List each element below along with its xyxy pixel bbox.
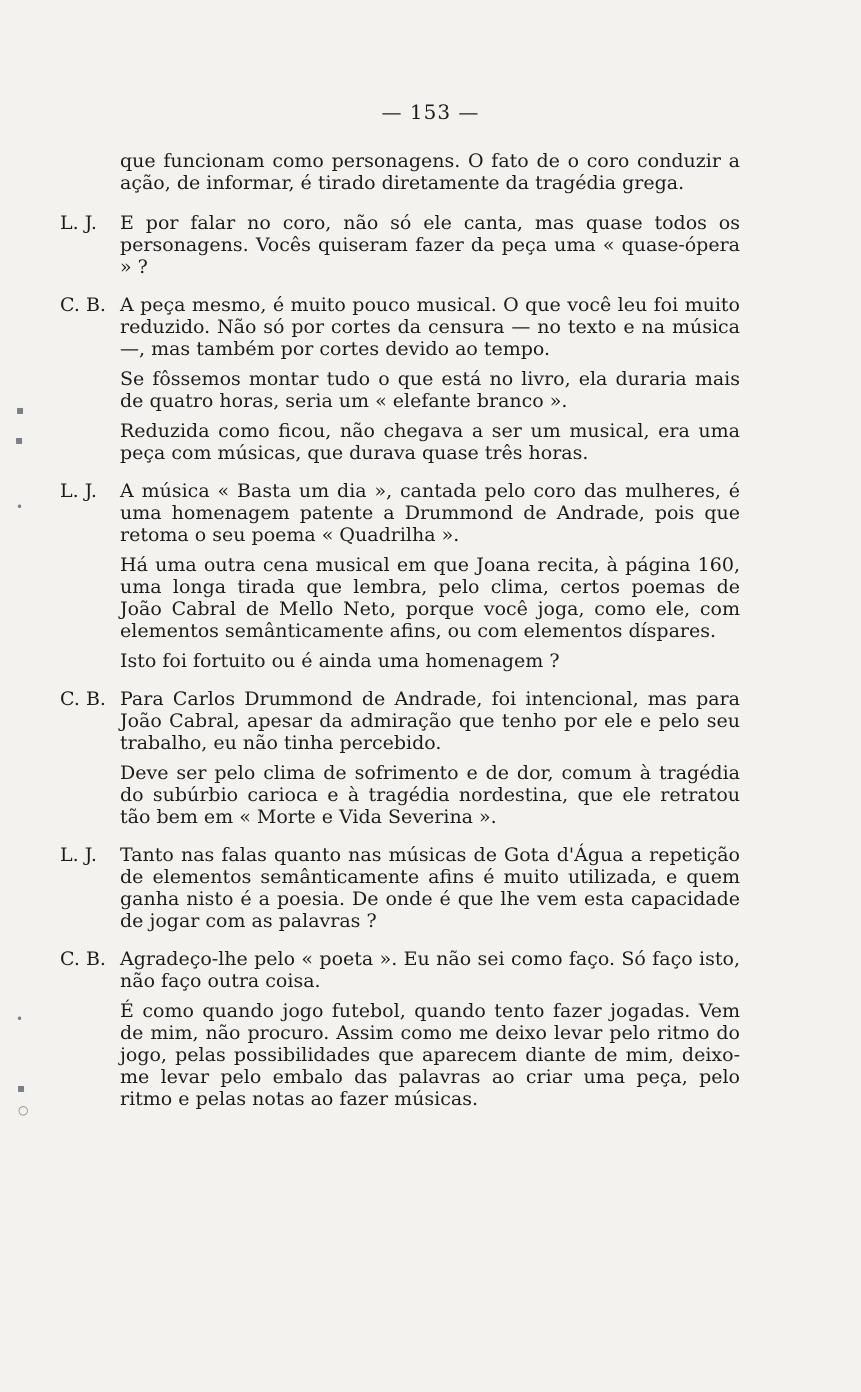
dialogue-block bbox=[60, 294, 740, 464]
speaker-label: L. J. bbox=[60, 844, 97, 866]
dialogue-body bbox=[120, 688, 740, 828]
dialogue-paragraph: Há uma outra cena musical em que Joana recita, à página 160, uma longa tirada que lembra, pelo clima, certos poemas de João Cabral de Mello Neto, porque você joga, como ele, com elementos semânticamente afins, ou com elementos díspares. bbox=[120, 554, 740, 642]
dialogue-paragraph: Reduzida como ficou, não chegava a ser um musical, era uma peça com músicas, que durava quase três horas. bbox=[120, 420, 740, 464]
dialogue-paragraph: Se fôssemos montar tudo o que está no livro, ela duraria mais de quatro horas, seria um « elefante branco ». bbox=[120, 368, 740, 412]
dialogue-paragraph: A música « Basta um dia », cantada pelo coro das mulheres, é uma homenagem patente a Drummond de Andrade, pois que retoma o seu poema « Quadrilha ». bbox=[120, 480, 740, 546]
scan-speck: • bbox=[16, 1012, 24, 1026]
dialogue-paragraph: A peça mesmo, é muito pouco musical. O que você leu foi muito reduzido. Não só por cortes da censura — no texto e na música —, mas também por cortes devido ao tempo. bbox=[120, 294, 740, 360]
intro-paragraph: que funcionam como personagens. O fato de o coro conduzir a ação, de informar, é tirado diretamente da tragédia grega. bbox=[120, 150, 740, 194]
speaker-label: C. B. bbox=[60, 294, 106, 316]
dialogue-block bbox=[60, 480, 740, 672]
dialogue-paragraph: Agradeço-lhe pelo « poeta ». Eu não sei como faço. Só faço isto, não faço outra coisa. bbox=[120, 948, 740, 992]
dialogue-body bbox=[120, 948, 740, 1110]
scan-speck: • bbox=[16, 500, 24, 514]
dialogue-block bbox=[60, 688, 740, 828]
page-number: — 153 — bbox=[381, 100, 480, 124]
speaker-label: L. J. bbox=[60, 212, 97, 234]
scan-speck: ▪ bbox=[15, 433, 24, 447]
scan-speck: ▪ bbox=[17, 1081, 26, 1095]
dialogue-block bbox=[60, 844, 740, 932]
dialogue-body bbox=[120, 294, 740, 464]
dialogue-paragraph: Tanto nas falas quanto nas músicas de Gota d'Água a repetição de elementos semânticamente afins é muito utilizada, e quem ganha nisto é a poesia. De onde é que lhe vem esta capacidade de jogar com as palavras ? bbox=[120, 844, 740, 932]
dialogue-body bbox=[120, 212, 740, 278]
dialogue-paragraph: Isto foi fortuito ou é ainda uma homenagem ? bbox=[120, 650, 560, 672]
speaker-label: C. B. bbox=[60, 948, 106, 970]
dialogue-paragraph: E por falar no coro, não só ele canta, mas quase todos os personagens. Vocês quiseram fazer da peça uma « quase-ópera » ? bbox=[120, 212, 740, 278]
dialogue-paragraph: É como quando jogo futebol, quando tento fazer jogadas. Vem de mim, não procuro. Assim como me deixo levar pelo ritmo do jogo, pelas possibilidades que aparecem diante de mim, deixo-me levar pelo embalo das palavras ao criar uma peça, pelo ritmo e pelas notas ao fazer músicas. bbox=[120, 1000, 740, 1110]
dialogue-body bbox=[120, 844, 740, 932]
speaker-label: L. J. bbox=[60, 480, 97, 502]
intro-block bbox=[60, 150, 740, 194]
intro-body bbox=[120, 150, 740, 194]
scan-speck: ▪ bbox=[16, 403, 25, 417]
speaker-label: C. B. bbox=[60, 688, 106, 710]
dialogue-paragraph: Para Carlos Drummond de Andrade, foi intencional, mas para João Cabral, apesar da admiração que tenho por ele e pelo seu trabalho, eu não tinha percebido. bbox=[120, 688, 740, 754]
dialogue-body bbox=[120, 480, 740, 672]
page-content bbox=[60, 150, 740, 1110]
scan-speck: ○ bbox=[18, 1103, 29, 1117]
dialogue-paragraph: Deve ser pelo clima de sofrimento e de dor, comum à tragédia do subúrbio carioca e à tragédia nordestina, que ele retratou tão bem em « Morte e Vida Severina ». bbox=[120, 762, 740, 828]
dialogue-block bbox=[60, 212, 740, 278]
dialogue-block bbox=[60, 948, 740, 1110]
